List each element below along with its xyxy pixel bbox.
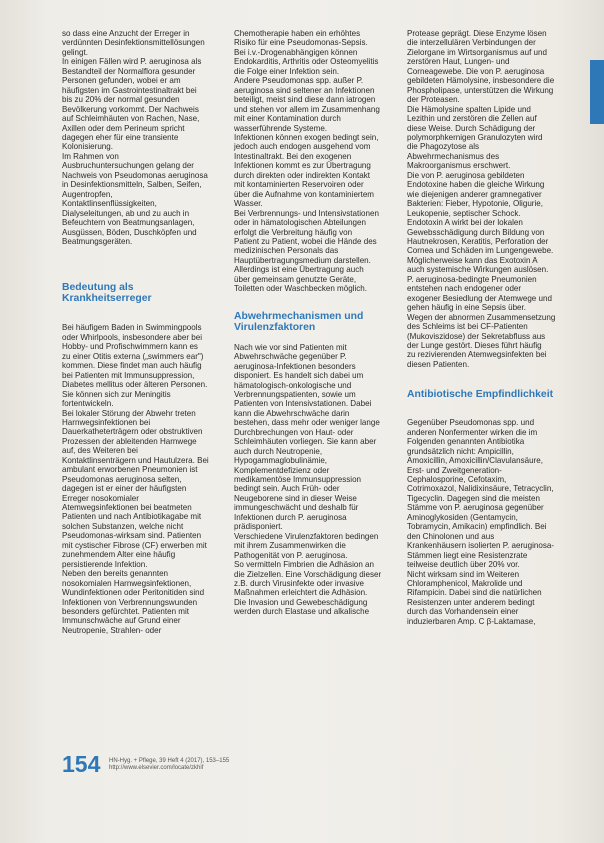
section-tab-marker	[590, 60, 604, 124]
citation-line-1: HN-Hyg. + Pflege, 39 Heft 4 (2017), 153–155	[109, 758, 230, 764]
section-heading-abwehrmechanismen: Abwehrmechanismen und Virulenzfaktoren	[234, 310, 364, 333]
citation-line-2[interactable]: http://www.elsevier.com/locate/zkhif	[109, 765, 204, 771]
text-column-2	[234, 29, 390, 617]
section-heading-antibiotische-empfindlichkeit: Antibiotische Empfindlichkeit	[407, 389, 554, 401]
column-2-paragraph-1: Chemotherapie haben ein erhöhtes Risiko für eine Pseudomonas-Sepsis. Bei i.v.-Drogenabhängigen können Endokarditis, Arthritis oder Osteomyelitis die Folge einer Infektion sein. Andere Pseudomonas spp. außer P. aeruginosa sind seltener an Infektionen beteiligt, meist sind diese dann iatrogen und stehen vor allem im Zusammenhang mit einer Kontamination durch wasserführende Systeme. Infektionen können exogen bedingt sein, jedoch auch endogen ausgehend vom Intestinaltrakt. Bei den exogenen Infektionen kommt es zur Übertragung durch direkten oder indirekten Kontakt mit kontaminierten Reservoiren oder über die Aufnahme von kontaminiertem Wasser. Bei Verbrennungs- und Intensivstationen oder in hämatologischen Abteilungen erfolgt die Verbreitung häufig von Patient zu Patient, wobei die Hände des medizinischen Personals das Hauptübertragungsmedium darstellen. Allerdings ist eine Übertragung auch über gemeinsam genutzte Geräte, Toiletten oder Waschbecken möglich.	[234, 29, 380, 294]
column-1-paragraph-1: so dass eine Anzucht der Erreger in verdünnten Desinfektionsmittellösungen gelingt. In einigen Fällen wird P. aeruginosa als Bestandteil der Normalflora gesunder Personen gefunden, wobei er am häufigsten im Gastrointestinaltrakt bei bis zu 20% der normal gesunden Bevölkerung vorkommt. Der Nachweis auf Schleimhäuten von Rachen, Nase, Axillen oder dem Perineum spricht dagegen eher für eine transiente Kolonisierung. Im Rahmen von Ausbruchuntersuchungen gelang der Nachweis von Pseudomonas aeruginosa in Desinfektionsmitteln, Salben, Seifen, Augentropfen, Kontaktlinsenflüssigkeiten, Dialyseleitungen, ab und zu auch in Befeuchtern von Beatmungsanlagen, Ausgüssen, Böden, Duschköpfen und Beatmungsgeräten.	[62, 29, 208, 246]
column-1-paragraph-2: Bei häufigem Baden in Swimmingpools oder Whirlpools, insbesondere aber bei Hobby- und Profischwimmern kann es zu einer Otitis externa („swimmers ear") kommen. Diese findet man auch häufig bei Patienten mit Immunsuppression, Diabetes mellitus oder älteren Personen. Sie können sich zur Meningitis fortentwickeln. Bei lokaler Störung der Abwehr treten Harnwegsinfektionen bei Dauerkatheterträgern oder obstruktiven Prozessen der ableitenden Harnwege auf, des Weiteren bei Kontaktlinsenträgern und Hautulzera. Bei ambulant erworbenen Pneumonien ist Pseudomonas aeruginosa selten, dagegen ist er einer der häufigsten Erreger nosokomialer Atemwegsinfektionen bei beatmeten Patienten und nach Antibiotikagabe mit solchen Substanzen, welche nicht Pseudomonas-wirksam sind. Patienten mit cystischer Fibrose (CF) erwerben mit zunehmendem Alter eine häufig persistierende Infektion. Neben den bereits genannten nosokomialen Harnwegsinfektionen, Wundinfektionen oder Peritonitiden sind Infektionen von Verbrennungswunden besonders gefürchtet. Patienten mit Immunschwäche auf Grund einer Neutropenie, Strahlen- oder	[62, 323, 209, 635]
page-footer	[62, 752, 362, 782]
page-number: 154	[62, 751, 101, 777]
column-3-paragraph-1: Protease geprägt. Diese Enzyme lösen die interzellulären Verbindungen der Zielorgane im Wirtsorganismus auf und zerstören Haut, Lungen- und Corneagewebe. Die von P. aeruginosa gebildeten Hämolysine, insbesondere die Phospholipase, unterstützen die Wirkung der Proteasen. Die Hämolysine spalten Lipide und Lezithin und zerstören die Zellen auf diese Weise. Durch Schädigung der polymorphkernigen Granulozyten wird die Phagozytose als Abwehrmechanismus des Makroorganismus erschwert. Die von P. aeruginosa gebildeten Endotoxine haben die gleiche Wirkung wie diejenigen anderer gramnegativer Bakterien: Fieber, Hypotonie, Oligurie, Leukopenie, septischer Schock. Endotoxin A wirkt bei der lokalen Gewebsschädigung durch Bildung von Hautnekrosen, Keratitis, Perforation der Cornea und Schäden im Lungengewebe. Möglicherweise kann das Exotoxin A auch systemische Wirkungen auslösen. P. aeruginosa-bedingte Pneumonien entstehen nach endogener oder exogener Besiedlung der Atemwege und gehen häufig in eine Sepsis über. Wegen der abnormen Zusammensetzung des Schleims ist bei CF-Patienten (Mukoviszidose) der Sekretabfluss aus der Lunge gestört. Dieses führt häufig zu rezivierenden Atemwegsinfekten bei diesen Patienten.	[407, 29, 556, 369]
section-heading-bedeutung: Bedeutung als Krankheitserreger	[62, 282, 152, 305]
journal-citation	[109, 758, 229, 772]
column-2-paragraph-2: Nach wie vor sind Patienten mit Abwehrschwäche gegenüber P. aeruginosa-Infektionen besonders disponiert. Es handelt sich dabei um hämatologisch-onkologische und Verbrennungspatienten, sowie um Patienten von Intensivstationen. Dabei kann die Abwehrschwäche darin bestehen, dass mehr oder weniger lange Durchbrechungen von Haut- oder Schleimhäuten vorliegen. Sie kann aber auch durch Neutropenie, Hypogammaglobulinämie, Komplementdefizienz oder medikamentöse Immunsuppression bedingt sein. Auch Früh- oder Neugeborene sind in dieser Weise immungeschwächt und deshalb für Infektionen durch P. aeruginosa prädisponiert. Verschiedene Virulenzfaktoren bedingen mit ihrem Zusammenwirken die Pathogenität von P. aeruginosa. So vermitteln Fimbrien die Adhäsion an die Zielzellen. Eine Vorschädigung dieser z.B. durch Virusinfekte oder invasive Maßnahmen erleichtert die Adhäsion. Die Invasion und Gewebeschädigung werden durch Elastase und alkalische	[234, 342, 382, 617]
text-column-1	[62, 29, 218, 635]
column-3-paragraph-2: Gegenüber Pseudomonas spp. und anderen Nonfermenter wirken die im Folgenden genannten Antibiotika grundsätzlich nicht: Ampicillin, Amoxicillin, Amoxicillin/Clavulansäure, Erst- und Zweitgeneration- Cephalosporine, Cefotaxim, Cotrimoxazol, Nalidixinsäure, Tetracyclin, Tigecyclin. Dagegen sind die meisten Stämme von P. aeruginosa gegenüber Aminoglykosiden (Gentamycin, Tobramycin, Amikacin) empfindlich. Bei den Chinolonen und aus Krankenhäusern isolierten P. aeruginosa- Stämmen liegt eine Resistenzrate teilweise deutlich über 20% vor. Nicht wirksam sind im Weiteren Chloramphenicol, Makrolide und Rifampicin. Dabei sind die natürlichen Resistenzen unter anderem bedingt durch das Vorhandensein einer induzierbaren Amp. C β-Laktamase,	[407, 418, 555, 626]
text-column-3	[407, 29, 565, 626]
